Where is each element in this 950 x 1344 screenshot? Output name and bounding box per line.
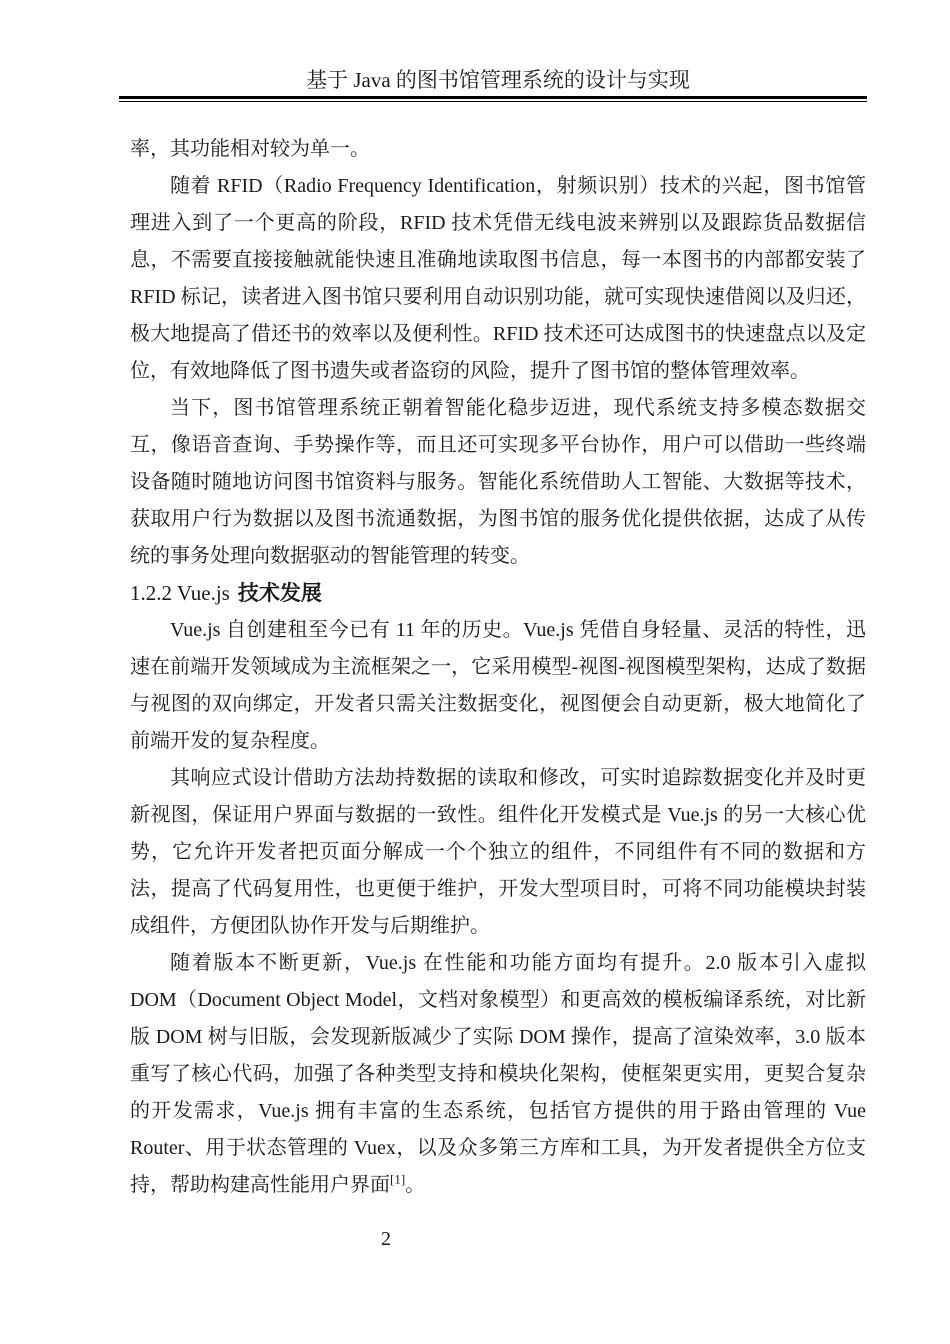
paragraph: 率，其功能相对较为单一。 — [130, 138, 370, 160]
document-body — [130, 131, 866, 1204]
paragraph: 随着版本不断更新，Vue.js 在性能和功能方面均有提升。2.0 版本引入虚拟 DOM（Document Object Model，文档对象模型）和更高效的模板编译系统，对比新版 DOM 树与旧版，会发现新版减少了实际 DOM 操作，提高了渲染效率，3.0 版本重写了核心代码，加强了各种类型支持和模块化架构，使框架更实用，更契合复杂的开发需求，Vue.js 拥有丰富的生态系统，包括官方提供的用于路由管理的 Vue Router、用于状态管理的 Vuex，以及众多第三方库和工具，为开发者提供全方位支持，帮助构建高性能用户界面[1]。 — [130, 952, 866, 1196]
paragraph: 其响应式设计借助方法劫持数据的读取和修改，可实时追踪数据变化并及时更新视图，保证用户界面与数据的一致性。组件化开发模式是 Vue.js 的另一大核心优势，它允许开发者把页面分解成一个个独立的组件，不同组件有不同的数据和方法，提高了代码复用性，也更便于维护，开发大型项目时，可将不同功能模块封装成组件，方便团队协作开发与后期维护。 — [130, 767, 866, 937]
section-heading — [130, 575, 866, 612]
citation-superscript: [1] — [390, 1171, 406, 1187]
header-rule-thick-line — [119, 96, 867, 99]
running-header-title: 基于 Java 的图书馆管理系统的设计与实现 — [306, 68, 690, 92]
header-rule — [119, 96, 867, 102]
header-rule-thin-line — [119, 101, 867, 102]
page-number: 2 — [381, 1228, 391, 1250]
section-heading-text: 技术发展 — [237, 582, 322, 605]
paragraph: 随着 RFID（Radio Frequency Identification，射频识别）技术的兴起，图书馆管理进入到了一个更高的阶段，RFID 技术凭借无线电波来辨别以及跟踪货品数据信息，不需要直接接触就能快速且准确地读取图书信息，每一本图书的内部都安装了 RFID 标记，读者进入图书馆只要利用自动识别功能，就可实现快速借阅以及归还，极大地提高了借还书的效率以及便利性。RFID 技术还可达成图书的快速盘点以及定位，有效地降低了图书遗失或者盗窃的风险，提升了图书馆的整体管理效率。 — [130, 175, 866, 382]
paragraph: Vue.js 自创建租至今已有 11 年的历史。Vue.js 凭借自身轻量、灵活的特性，迅速在前端开发领域成为主流框架之一，它采用模型-视图-视图模型架构，达成了数据与视图的双向绑定，开发者只需关注数据变化，视图便会自动更新，极大地简化了前端开发的复杂程度。 — [130, 619, 866, 752]
paragraph: 当下，图书馆管理系统正朝着智能化稳步迈进，现代系统支持多模态数据交互，像语音查询、手势操作等，而且还可实现多平台协作，用户可以借助一些终端设备随时随地访问图书馆资料与服务。智能化系统借助人工智能、大数据等技术，获取用户行为数据以及图书流通数据，为图书馆的服务优化提供依据，达成了从传统的事务处理向数据驱动的智能管理的转变。 — [130, 397, 866, 567]
section-heading-number: 1.2.2 Vue.js — [130, 581, 230, 605]
